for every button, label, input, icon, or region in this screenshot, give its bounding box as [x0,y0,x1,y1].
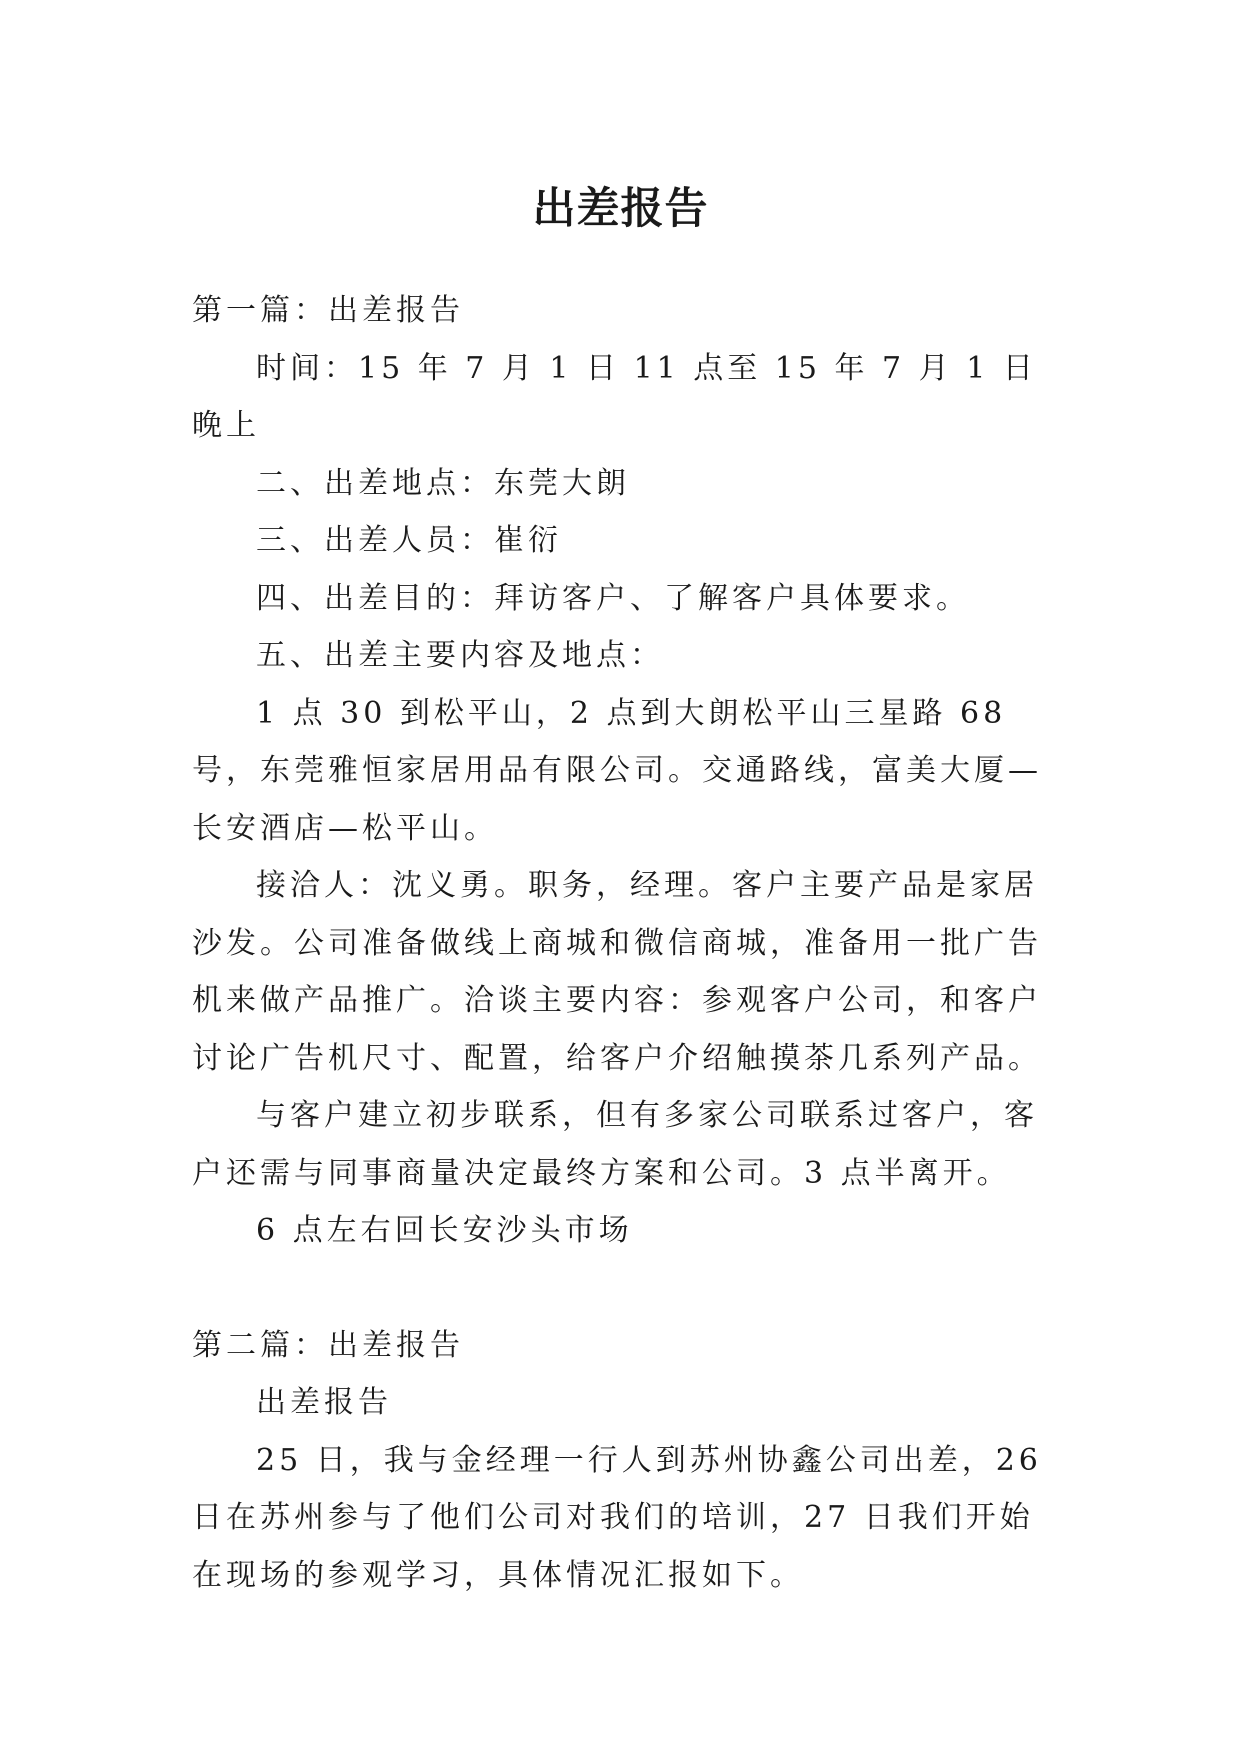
section-heading: 第一篇：出差报告 [192,293,464,328]
paragraph: 二、出差地点：东莞大朗 [256,465,630,501]
paragraph: 1 点 30 到松平山，2 点到大朗松平山三星路 68 号，东莞雅恒家居用品有限公司。交通路线，富美大厦—长安酒店—松平山。 [192,695,1042,846]
paragraph: 出差报告 [256,1385,392,1420]
document-body [192,282,1062,1604]
paragraph: 四、出差目的：拜访客户、了解客户具体要求。 [256,580,970,616]
paragraph: 6 点左右回长安沙头市场 [256,1213,633,1248]
paragraph: 五、出差主要内容及地点： [256,638,664,673]
paragraph: 接洽人：沈义勇。职务，经理。客户主要产品是家居沙发。公司准备做线上商城和微信商城，准备用一批广告机来做产品推广。洽谈主要内容：参观客户公司，和客户讨论广告机尺寸、配置，给客户介绍触摸茶几系列产品。 [192,868,1042,1076]
paragraph: 与客户建立初步联系，但有多家公司联系过客户，客户还需与同事商量决定最终方案和公司。3 点半离开。 [192,1098,1038,1191]
section-spacer [192,1260,1062,1317]
paragraph: 25 日，我与金经理一行人到苏州协鑫公司出差，26 日在苏州参与了他们公司对我们的培训，27 日我们开始在现场的参观学习，具体情况汇报如下。 [192,1442,1042,1593]
paragraph: 时间：15 年 7 月 1 日 11 点至 15 年 7 月 1 日晚上 [192,350,1037,443]
paragraph: 三、出差人员：崔衍 [256,523,562,558]
document-title: 出差报告 [532,183,709,234]
section-heading: 第二篇：出差报告 [192,1327,464,1363]
